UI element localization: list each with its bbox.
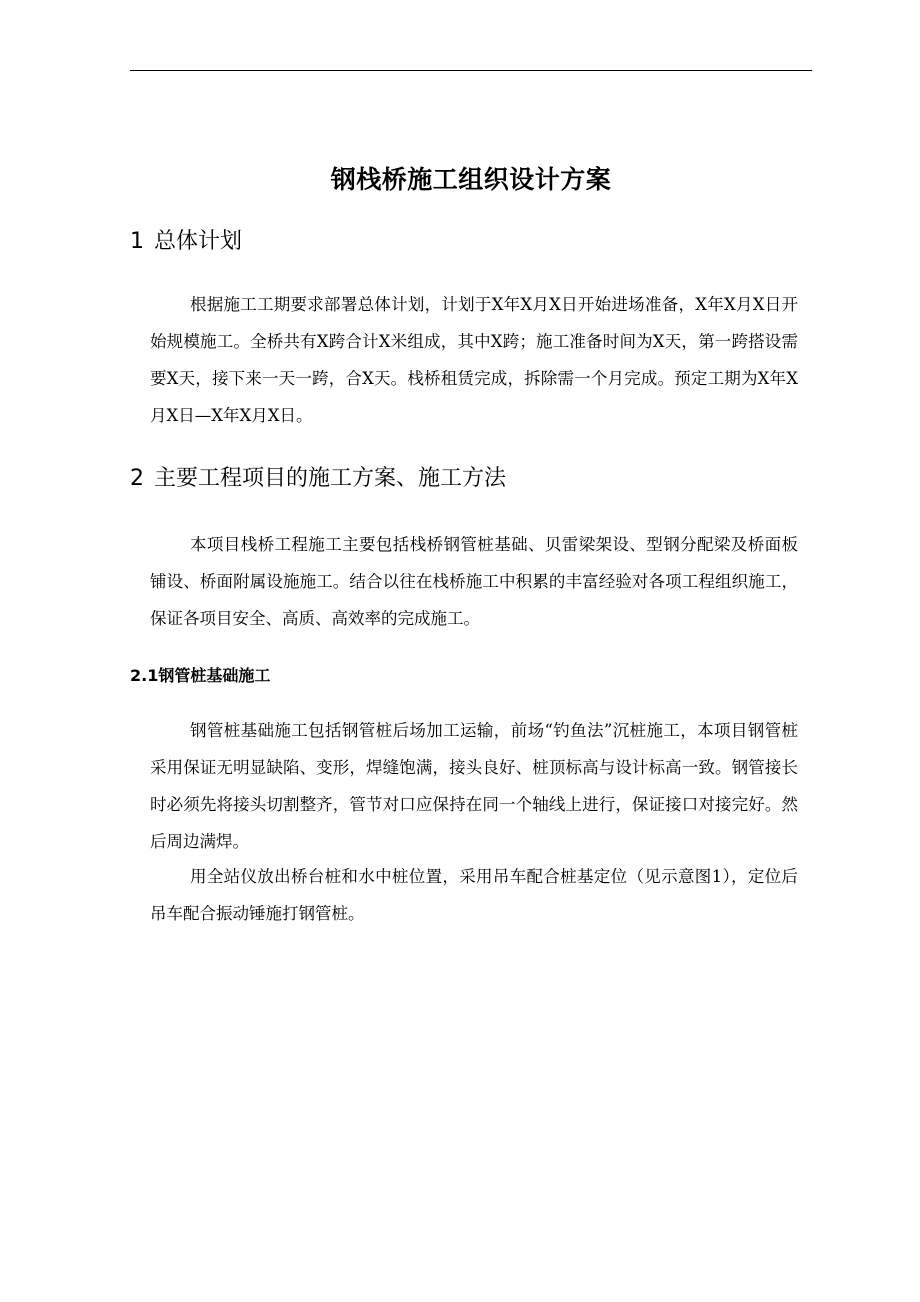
section-2-paragraph: 本项目栈桥工程施工主要包括栈桥钢管桩基础、贝雷梁架设、型钢分配梁及桥面板铺设、桥面附属设施施工。结合以往在栈桥施工中积累的丰富经验对各项工程组织施工，保证各项目安全、高质、高效率的完成施工。 [150,535,798,628]
subsection-2-1-paragraph-2: 用全站仪放出桥台桩和水中桩位置，采用吊车配合桩基定位（见示意图1），定位后吊车配合振动锤施打钢管桩。 [150,867,798,923]
section-1-heading [130,225,812,259]
section-1-title: 总体计划 [154,229,243,254]
section-2-heading [130,462,812,496]
section-1-paragraph: 根据施工工期要求部署总体计划，计划于X年X月X日开始进场准备，X年X月X日开始规模施工。全桥共有X跨合计X米组成，其中X跨；施工准备时间为X天，第一跨搭设需要X天，接下来一天一跨，合X天。栈桥租赁完成，拆除需一个月完成。预定工期为X年X月X日—X年X月X日。 [150,295,798,425]
section-2-number: 2 [130,466,144,491]
subsection-2-1-paragraph-1: 钢管桩基础施工包括钢管桩后场加工运输，前场“钓鱼法”沉桩施工，本项目钢管桩采用保证无明显缺陷、变形，焊缝饱满，接头良好、桩顶标高与设计标高一致。钢管接长时必须先将接头切割整齐，管节对口应保持在同一个轴线上进行，保证接口对接完好。然后周边满焊。 [150,721,798,851]
subsection-2-1-heading: 2.1钢管桩基础施工 [130,666,271,685]
section-1-number: 1 [130,229,144,254]
header-rule [130,70,812,71]
document-title: 钢栈桥施工组织设计方案 [330,165,612,194]
section-2-title: 主要工程项目的施工方案、施工方法 [154,466,507,491]
